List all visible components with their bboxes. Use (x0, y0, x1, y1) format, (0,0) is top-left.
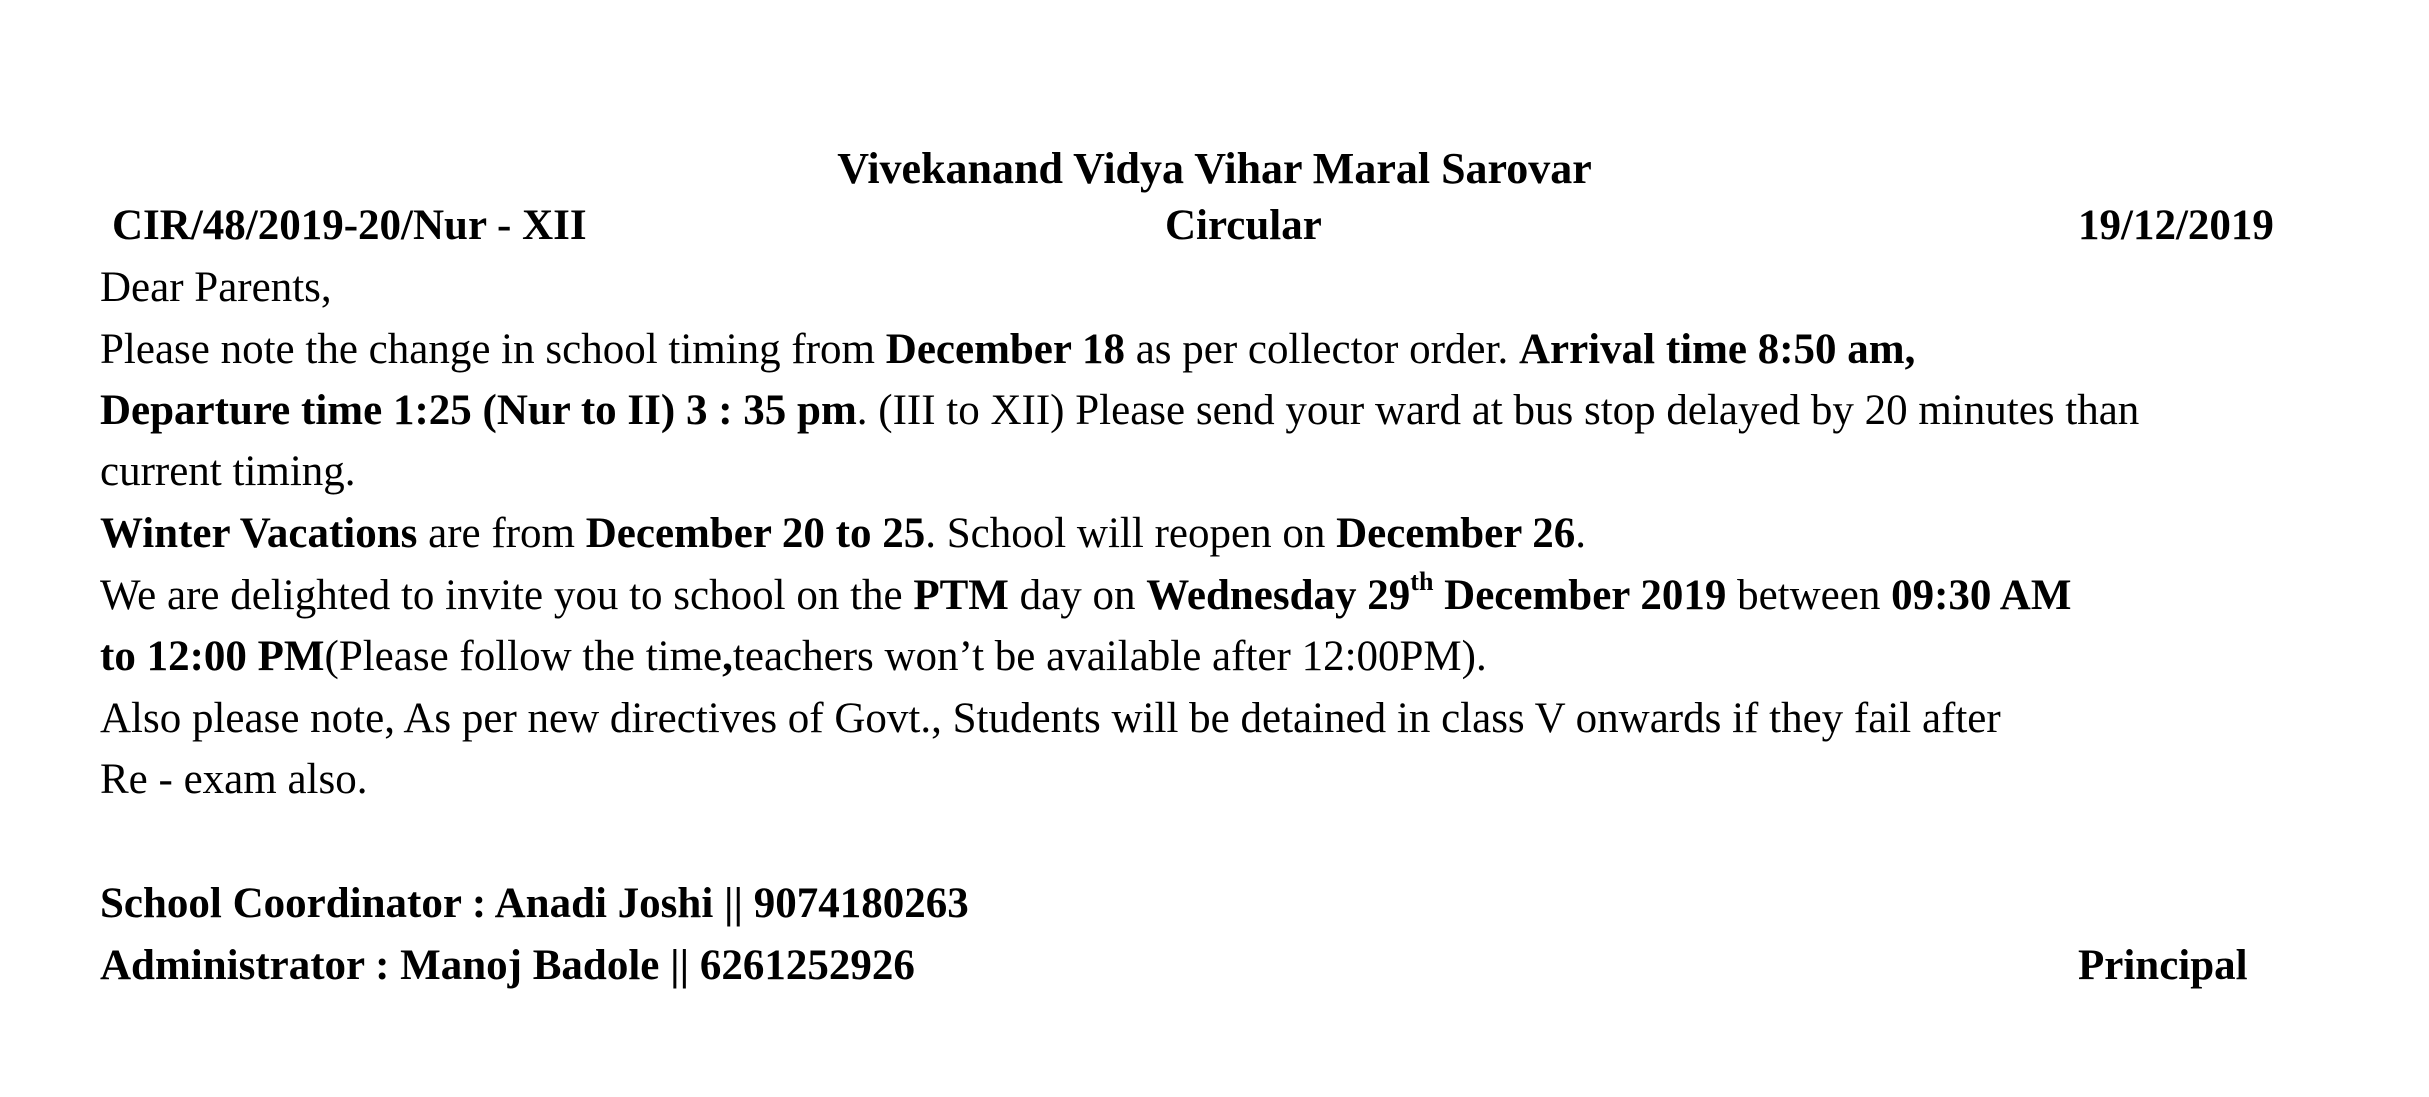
document-type: Circular (1165, 202, 1322, 249)
bold-text: Wednesday 29 (1146, 572, 1411, 619)
administrator: Administrator : Manoj Badole || 6261252926 (100, 942, 915, 989)
circular-date: 19/12/2019 (2078, 202, 2274, 249)
text: between (1726, 572, 1892, 619)
paragraph-re-exam: Re - exam also. (100, 756, 368, 803)
bold-text: Arrival time 8:50 am, (1518, 326, 1916, 373)
text: We are delighted to invite you to school on the (100, 572, 914, 619)
text: day on (1008, 572, 1147, 619)
salutation: Dear Parents, (100, 264, 332, 311)
paragraph-winter-vacations (100, 512, 1586, 555)
bold-text: 09:30 AM (1891, 572, 2072, 619)
text: Please note the change in school timing from (100, 326, 886, 373)
ordinal-superscript: th (1410, 566, 1434, 596)
paragraph-ptm-invite (100, 566, 2072, 619)
bold-text: December 26 (1336, 510, 1576, 557)
bold-text: December 18 (885, 326, 1125, 373)
bold-text: December 2019 (1433, 572, 1727, 619)
text: . (III to XII) Please send your ward at bus stop delayed by 20 minutes than (856, 387, 2140, 434)
paragraph-ptm-time (100, 635, 1487, 678)
text: are from (417, 510, 586, 557)
bold-text: to 12:00 PM (100, 633, 325, 680)
circular-number: CIR/48/2019-20/Nur - XII (112, 202, 587, 249)
text: as per collector order. (1124, 326, 1519, 373)
principal-signature-label: Principal (2078, 942, 2248, 989)
paragraph-departure (100, 389, 2139, 432)
bold-text: , (722, 633, 733, 680)
text: (Please follow the time (324, 633, 723, 680)
school-coordinator: School Coordinator : Anadi Joshi || 9074180263 (100, 880, 969, 927)
paragraph-directives: Also please note, As per new directives of Govt., Students will be detained in class V onwards if they fail after (100, 695, 2001, 742)
text: teachers won’t be available after 12:00PM). (732, 633, 1487, 680)
bold-text: Departure time 1:25 (Nur to II) 3 : 35 pm (100, 387, 857, 434)
bold-text: PTM (913, 572, 1009, 619)
bold-text: December 20 to 25 (585, 510, 926, 557)
text: . School will reopen on (925, 510, 1337, 557)
paragraph-timing-change (100, 328, 1915, 371)
school-name: Vivekanand Vidya Vihar Maral Sarovar (837, 144, 1592, 193)
bold-text: Winter Vacations (100, 510, 418, 557)
text: . (1575, 510, 1587, 557)
paragraph-current-timing: current timing. (100, 448, 356, 495)
